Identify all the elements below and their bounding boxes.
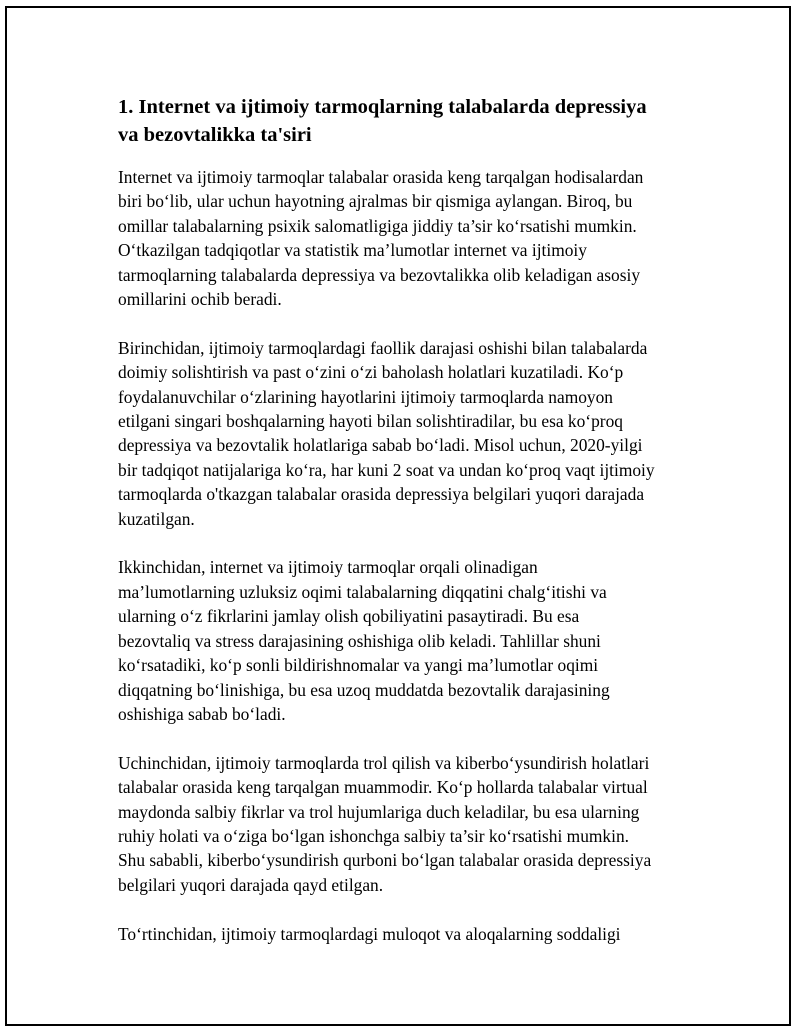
text-line: Birinchidan, ijtimoiy tarmoqlardagi faollik darajasi oshishi bilan talabalarda [118,337,648,358]
text-line: tarmoqlarning talabalarda depressiya va bezovtalikka olib keladigan asosiy [118,264,641,285]
text-line: bir tadqiqot natijalariga ko‘ra, har kuni 2 soat va undan ko‘proq vaqt ijtimoiy [118,459,655,480]
text-line: biri bo‘lib, ular uchun hayotning ajralmas bir qismiga aylangan. Biroq, bu [118,191,633,212]
text-line: Shu sababli, kiberbo‘ysundirish qurboni bo‘lgan talabalar orasida depressiya [118,850,652,871]
text-line: belgilari yuqori darajada qayd etilgan. [118,874,384,895]
text-line: omillarini ochib beradi. [118,289,282,310]
text-line: talabalar orasida keng tarqalgan muammodir. Ko‘p hollarda talabalar virtual [118,777,648,798]
text-line: Ikkinchidan, internet va ijtimoiy tarmoqlar orqali olinadigan [118,557,538,578]
text-line: O‘tkazilgan tadqiqotlar va statistik ma’lumotlar internet va ijtimoiy [118,240,587,261]
text-line: maydonda salbiy fikrlar va trol hujumlariga duch keladilar, bu esa ularning [118,801,640,822]
paragraph-second [118,555,698,726]
paragraph-first [118,336,698,531]
heading-line: 1. Internet va ijtimoiy tarmoqlarning talabalarda depressiya [118,96,647,118]
text-line: ko‘rsatadiki, ko‘p sonli bildirishnomalar va yangi ma’lumotlar oqimi [118,655,599,676]
text-line: Uchinchidan, ijtimoiy tarmoqlarda trol qilish va kiberbo‘ysundirish holatlari [118,752,650,773]
text-line: Internet va ijtimoiy tarmoqlar talabalar orasida keng tarqalgan hodisalardan [118,167,644,187]
text-line: To‘rtinchidan, ijtimoiy tarmoqlardagi muloqot va aloqalarning soddaligi [118,923,621,944]
text-line: etilgani singari boshqalarning hayoti bilan solishtiradilar, bu esa ko‘proq [118,411,623,432]
text-line: kuzatilgan. [118,508,195,529]
text-line: oshishiga sabab bo‘ladi. [118,703,286,724]
text-line: ma’lumotlarning uzluksiz oqimi talabalarning diqqatini chalg‘itishi va [118,581,607,602]
text-line: ularning o‘z fikrlarini jamlay olish qobiliyatini pasaytiradi. Bu esa [118,606,580,627]
text-line: bezovtaliq va stress darajasining oshishiga olib keladi. Tahlillar shuni [118,630,601,651]
heading-line: va bezovtalikka ta'siri [118,124,312,146]
paragraph-third [118,751,698,897]
text-line: depressiya va bezovtalik holatlariga sabab bo‘ladi. Misol uchun, 2020-yilgi [118,435,643,456]
paragraph-fourth [118,922,698,946]
text-line: foydalanuvchilar o‘zlarining hayotlarini ijtimoiy tarmoqlarda namoyon [118,386,614,407]
text-line: diqqatning bo‘linishiga, bu esa uzoq muddatda bezovtalik darajasining [118,679,610,700]
text-line: omillar talabalarning psixik salomatligiga jiddiy ta’sir ko‘rsatishi mumkin. [118,215,637,236]
section-heading [118,93,698,149]
document-body [118,93,698,970]
text-line: ruhiy holati va o‘ziga bo‘lgan ishonchga salbiy ta’sir ko‘rsatishi mumkin. [118,825,629,846]
paragraph-intro [118,165,698,311]
text-line: tarmoqlarda o'tkazgan talabalar orasida depressiya belgilari yuqori darajada [118,484,645,505]
text-line: doimiy solishtirish va past o‘zini o‘zi baholash holatlari kuzatiladi. Ko‘p [118,362,624,383]
